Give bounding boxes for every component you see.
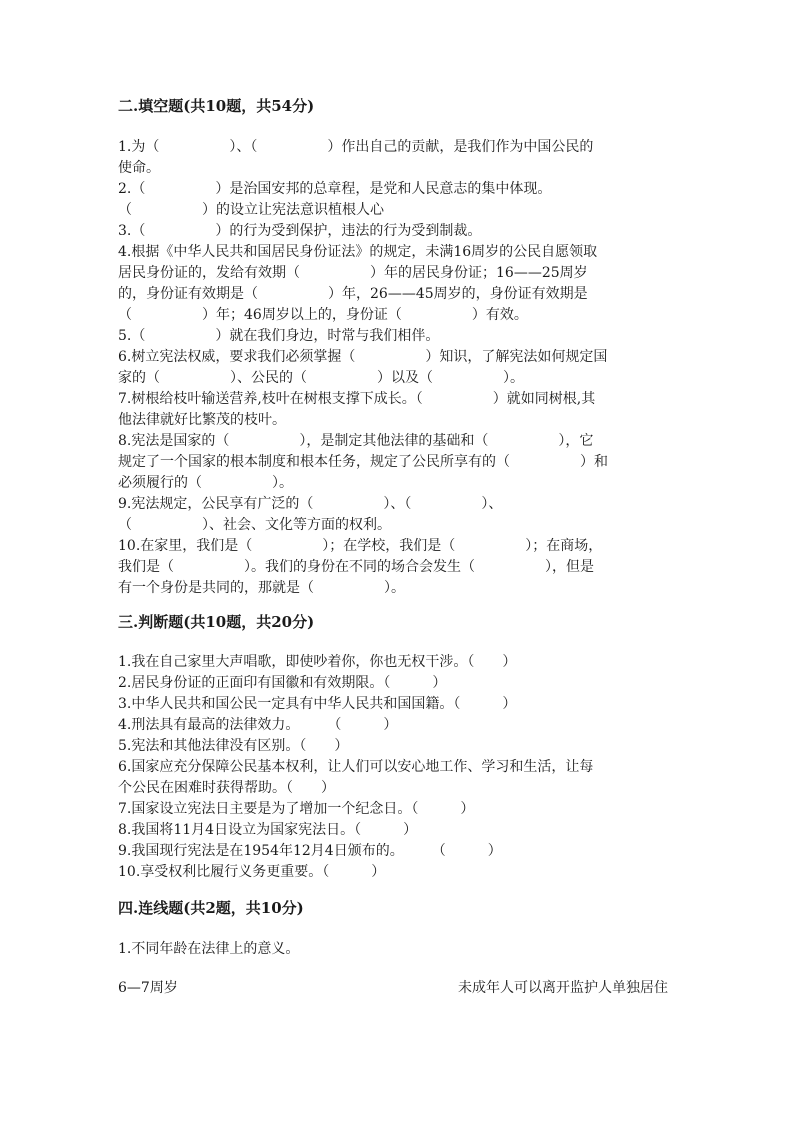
fill-line: 6.树立宪法权威，要求我们必须掌握（ ）知识，了解宪法如何规定国	[118, 349, 608, 365]
fill-line: 必须履行的（ ）。	[118, 475, 293, 491]
matching-question: 1.不同年龄在法律上的意义。	[118, 941, 300, 957]
judge-line: 3.中华人民共和国公民一定具有中华人民共和国国籍。（ ）	[118, 696, 517, 712]
judge-line: 7.国家设立宪法日主要是为了增加一个纪念日。（ ）	[118, 801, 475, 817]
fill-line: 的，身份证有效期是（ ）年，26——45周岁的，身份证有效期是	[118, 286, 588, 302]
fill-line: 2.（ ）是治国安邦的总章程，是党和人民意志的集中体现。	[118, 181, 552, 197]
section-3-heading: 三.判断题(共10题，共20分)	[118, 613, 315, 631]
fill-line: 3.（ ）的行为受到保护，违法的行为受到制裁。	[118, 223, 482, 239]
fill-line: （ ）、社会、文化等方面的权利。	[118, 517, 391, 533]
judge-line: 4.刑法具有最高的法律效力。 （ ）	[118, 717, 398, 733]
fill-line: 9.宪法规定，公民享有广泛的（ ）、（ ）、	[118, 496, 503, 512]
fill-line: 规定了一个国家的根本制度和根本任务，规定了公民所享有的（ ）和	[118, 454, 608, 470]
fill-line: 有一个身份是共同的，那就是（ ）。	[118, 580, 405, 596]
match-left-item: 6—7周岁	[118, 980, 178, 996]
fill-line: （ ）的设立让宪法意识植根人心	[118, 202, 384, 218]
fill-line: 我们是（ ）。我们的身份在不同的场合会发生（ ），但是	[118, 559, 594, 575]
fill-line: 5.（ ）就在我们身边，时常与我们相伴。	[118, 328, 440, 344]
judge-line: 6.国家应充分保障公民基本权利，让人们可以安心地工作、学习和生活，让每	[118, 759, 594, 775]
fill-line: 居民身份证的，发给有效期（ ）年的居民身份证；16——25周岁	[118, 265, 588, 281]
fill-line: 10.在家里，我们是（ ）；在学校，我们是（ ）；在商场，	[118, 538, 603, 554]
fill-line: 家的（ ）、公民的（ ）以及（ ）。	[118, 370, 524, 386]
fill-line: 7.树根给枝叶输送营养,枝叶在树根支撑下成长。（ ）就如同树根,其	[118, 391, 596, 407]
judge-line: 1.我在自己家里大声唱歌，即使吵着你，你也无权干涉。（ ）	[118, 654, 517, 670]
judge-line: 10.享受权利比履行义务更重要。（ ）	[118, 864, 386, 880]
judge-line: 个公民在困难时获得帮助。（ ）	[118, 780, 335, 796]
judge-line: 9.我国现行宪法是在1954年12月4日颁布的。 （ ）	[118, 843, 502, 859]
fill-line: 8.宪法是国家的（ ），是制定其他法律的基础和（ ），它	[118, 433, 594, 449]
fill-line: （ ）年；46周岁以上的，身份证（ ）有效。	[118, 307, 528, 323]
match-right-item: 未成年人可以离开监护人单独居住	[458, 980, 668, 996]
fill-line: 使命。	[118, 160, 160, 176]
section-4-heading: 四.连线题(共2题，共10分)	[118, 899, 304, 917]
fill-line: 4.根据《中华人民共和国居民身份证法》的规定，未满16周岁的公民自愿领取	[118, 244, 598, 260]
section-2-heading: 二.填空题(共10题，共54分)	[118, 97, 315, 115]
fill-line: 他法律就好比繁茂的枝叶。	[118, 412, 286, 428]
judge-line: 2.居民身份证的正面印有国徽和有效期限。（ ）	[118, 675, 447, 691]
fill-line: 1.为（ ）、（ ）作出自己的贡献，是我们作为中国公民的	[118, 139, 594, 155]
judge-line: 5.宪法和其他法律没有区别。（ ）	[118, 738, 349, 754]
judge-line: 8.我国将11月4日设立为国家宪法日。（ ）	[118, 822, 418, 838]
